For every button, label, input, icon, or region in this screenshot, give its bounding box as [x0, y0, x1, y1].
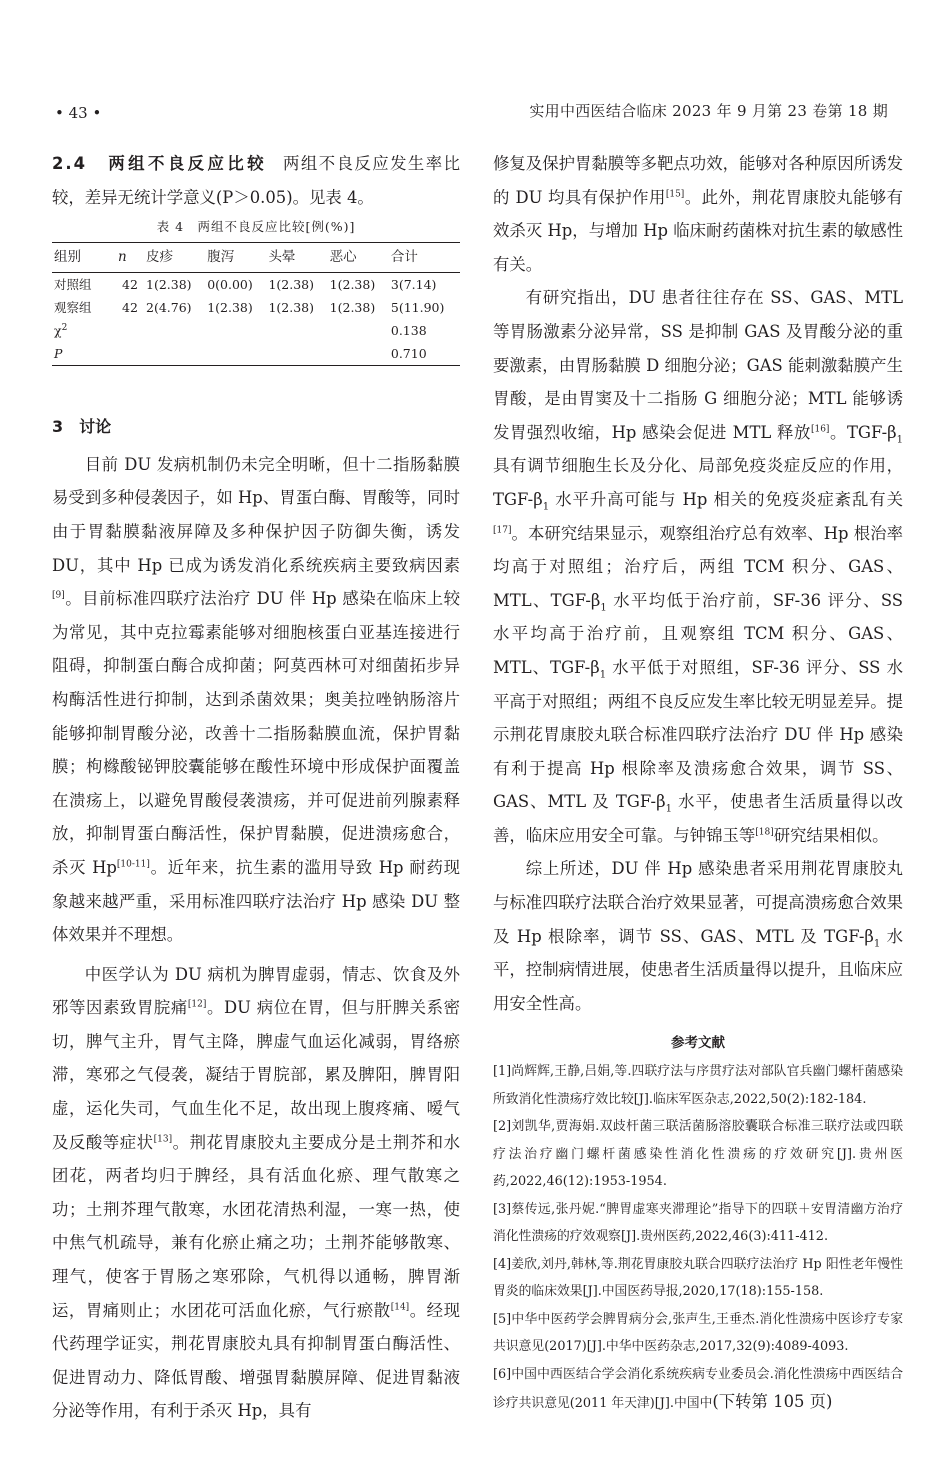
table-header-cell: 组别 [52, 243, 116, 273]
reference-item: [2]刘凯华,贾海娟.双歧杆菌三联活菌肠溶胶囊联合标准三联疗法或四联疗法治疗幽门螺杆菌感染性消化性溃疡的疗效研究[J].贵州医药,2022,46(12):1953-1954. [493, 1119, 903, 1190]
left-column [52, 147, 460, 1428]
table-cell: 5(11.90) [390, 300, 445, 316]
table-cell: 1(2.38) [207, 300, 253, 316]
reference-item: [3]蔡传远,张丹妮.“脾胃虚寒夹滞理论”指导下的四联＋安胃清幽方治疗消化性溃疡的疗效观察[J].贵州医药,2022,46(3):411-412. [493, 1201, 903, 1245]
page-number: • 43 • [55, 104, 102, 122]
table-cell: 1(2.38) [329, 277, 376, 293]
table-header-cell: 皮疹 [144, 243, 205, 273]
conclusion-paragraph: 综上所述，DU 伴 Hp 感染患者采用荆花胃康胶丸与标准四联疗法联合治疗效果显著，可提高溃疡愈合效果及 Hp 根除率，调节 SS、GAS、MTL 及 TGF-$\beta_1$ 水平，控制病情进展，使患者生活质量得以提升，且临床应用安全性高。 [493, 859, 903, 1013]
table-row-p [52, 342, 460, 366]
table-header-row [52, 243, 460, 273]
references-heading: 参考文献 [671, 1035, 725, 1052]
table-cell: 42 [122, 277, 138, 293]
table-header-cell: n [116, 243, 144, 273]
table-header-cell: 腹泻 [205, 243, 266, 273]
table-cell: 3(7.14) [390, 277, 437, 293]
section-2-4-text: 两组不良反应发生率比较，差异无统计学意义(P＞0.05)。见表 4。 [52, 154, 460, 207]
table-cell: 对照组 [54, 277, 92, 293]
table-row [52, 296, 460, 319]
journal-header: 实用中西医结合临床 2023 年 9 月第 23 卷第 18 期 [529, 102, 888, 120]
continued-note: (下转第 105 页) [712, 1392, 833, 1412]
table-cell: 1(2.38) [146, 277, 192, 293]
section-3-heading: 3 讨论 [52, 417, 112, 437]
table-header-cell: 恶心 [328, 243, 389, 273]
table-row [52, 273, 460, 297]
reference-item: [5]中华中医药学会脾胃病分会,张声生,王垂杰.消化性溃疡中医诊疗专家共识意见(2017)[J].中华中医药杂志,2017,32(9):4089-4093. [493, 1311, 903, 1355]
discussion-paragraph-1: 目前 DU 发病机制仍未完全明晰，但十二指肠黏膜易受到多种侵袭因子，如 Hp、胃蛋白酶、胃酸等，同时由于胃黏膜黏液屏障及多种保护因子防御失衡，诱发 DU，其中 Hp 已成为诱发消化系统疾病主要致病因素[9]。目前标准四联疗法治疗 DU 伴 Hp 感染在临床上较为常见，其中克拉霉素能够对细胞核蛋白亚基连接进行阻碍，抑制蛋白酶合成抑菌；阿莫西林可对细菌拓步异构酶活性进行抑制，达到杀菌效果；奥美拉唑钠肠溶片能够抑制胃酸分泌，改善十二指肠黏膜血流，保护胃黏膜；枸橼酸铋钾胶囊能够在酸性环境中形成保护面覆盖在溃疡上，以避免胃酸侵袭溃疡，并可促进前列腺素释放，抑制胃蛋白酶活性，保护胃黏膜，促进溃疡愈合，杀灭 Hp[10-11]。近年来，抗生素的滥用导致 Hp 耐药现象越来越严重，采用标准四联疗法治疗 Hp 感染 DU 整体效果并不理想。 [52, 454, 460, 945]
table-cell: 观察组 [54, 300, 92, 316]
table-cell: 1(2.38) [268, 300, 314, 316]
table-header-cell: 头晕 [266, 243, 327, 273]
table-cell: 1(2.38) [329, 300, 376, 316]
table-row-chi [52, 319, 460, 342]
reference-item: [4]姜欣,刘丹,韩林,等.荆花胃康胶丸联合四联疗法治疗 Hp 阳性老年慢性胃炎的临床效果[J].中国医药导报,2020,17(18):155-158. [493, 1256, 903, 1300]
p-value: 0.710 [389, 342, 460, 366]
table4-caption: 表 4 两组不良反应比较[例(%)] [156, 219, 356, 235]
p-label: P [52, 342, 116, 366]
reference-item: [6]中国中西医结合学会消化系统疾病专业委员会.消化性溃疡中西医结合诊疗共识意见(2011 年天津)[J].中国中(下转第 105 页) [493, 1366, 903, 1412]
discussion-paragraph-4: 有研究指出，DU 患者往往存在 SS、GAS、MTL 等胃肠激素分泌异常，SS 是抑制 GAS 及胃酸分泌的重要激素，由胃肠黏膜 D 细胞分泌；GAS 能刺激黏膜产生胃酸，是由胃窦及十二指肠 G 细胞分泌；MTL 能够诱发胃强烈收缩，Hp 感染会促进 MTL 释放[16]。TGF-$\beta_1$ 具有调节细胞生长及分化、局部免疫炎症反应的作用，TGF-$\beta_1$ 水平升高可能与 Hp 相关的免疫炎症紊乱有关[17]。本研究结果显示，观察组治疗总有效率、Hp 根治率均高于对照组；治疗后，两组 TCM 积分、GAS、MTL、TGF-$\beta_1$ 水平均低于治疗前，SF-36 评分、SS 水平均高于治疗前，且观察组 TCM 积分、GAS、MTL、TGF-$\beta_1$ 水平低于对照组，SF-36 评分、SS 水平高于对照组；两组不良反应发生率比较无明显差异。提示荆花胃康胶丸联合标准四联疗法治疗 DU 伴 Hp 感染有利于提高 Hp 根除率及溃疡愈合效果，调节 SS、GAS、MTL 及 TGF-$\beta_1$ 水平，使患者生活质量得以改善，临床应用安全可靠。与钟锦玉等[18]研究结果相似。 [493, 288, 904, 845]
table-cell: 2(4.76) [146, 300, 192, 316]
reference-list [493, 1058, 903, 1418]
table4 [52, 242, 460, 366]
table-cell: 42 [122, 300, 138, 316]
section-2-4-heading: 2.4 两组不良反应比较 [52, 154, 268, 173]
table-cell: 1(2.38) [268, 277, 314, 293]
discussion-paragraph-3: 修复及保护胃黏膜等多靶点功效，能够对各种原因所诱发的 DU 均具有保护作用[15]。此外，荆花胃康胶丸能够有效杀灭 Hp，与增加 Hp 临床耐药菌株对抗生素的敏感性有关。 [493, 154, 904, 274]
chi-value: 0.138 [390, 323, 427, 339]
discussion-paragraph-2: 中医学认为 DU 病机为脾胃虚弱，情志、饮食及外邪等因素致胃脘痛[12]。DU 病位在胃，但与肝脾关系密切，脾气主升，胃气主降，脾虚气血运化减弱，胃络瘀滞，寒邪之气侵袭，凝结于胃脘部，累及脾阳，脾胃阳虚，运化失司，气血生化不足，故出现上腹疼痛、嗳气及反酸等症状[13]。荆花胃康胶丸主要成分是土荆芥和水团花，两者均归于脾经，具有活血化瘀、理气散寒之功；土荆芥理气散寒，水团花清热利湿，一寒一热，使中焦气机疏导，兼有化瘀止痛之功；土荆芥能够散寒、理气，使客于胃肠之寒邪除，气机得以通畅，脾胃渐运，胃痛则止；水团花可活血化瘀，气行瘀散[14]。经现代药理学证实，荆花胃康胶丸具有抑制胃蛋白酶活性、促进胃动力、降低胃酸、增强胃黏膜屏障、促进胃黏液分泌等作用，有利于杀灭 Hp，具有 [52, 964, 461, 1421]
section-2-4 [52, 147, 460, 214]
reference-item: [1]尚辉辉,王静,吕娟,等.四联疗法与序贯疗法对部队官兵幽门螺杆菌感染所致消化性溃疡疗效比较[J].临床军医杂志,2022,50(2):182-184. [493, 1064, 903, 1107]
chi-label: $\chi^2$ [54, 323, 68, 339]
table-header-cell: 合计 [389, 243, 460, 273]
right-column [493, 147, 903, 1418]
table-cell: 0(0.00) [207, 277, 253, 293]
